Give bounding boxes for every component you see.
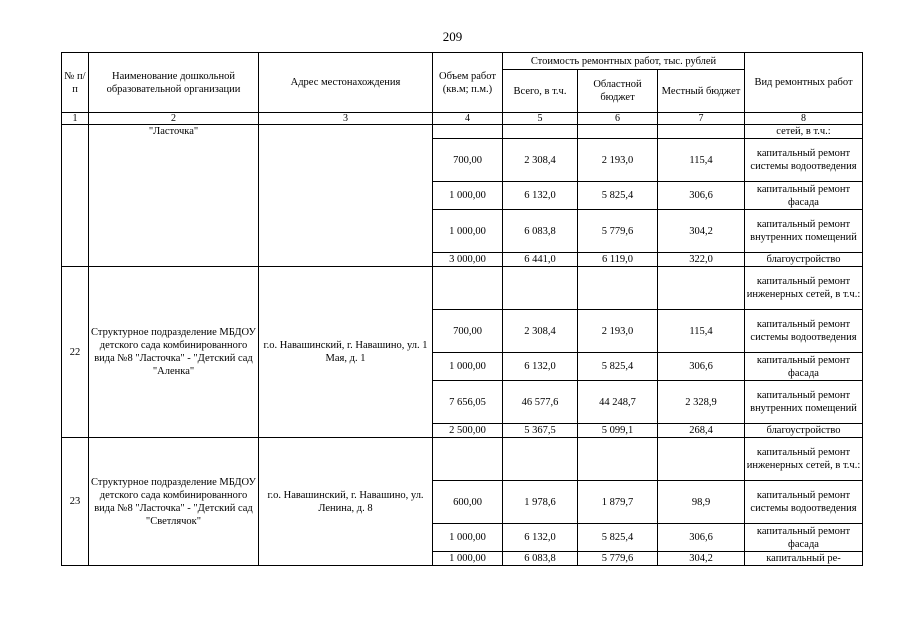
work-kind-cell: капитальный ремонт системы водоотведения — [745, 481, 863, 524]
total-cost-cell: 6 132,0 — [503, 353, 578, 381]
volume-cell: 7 656,05 — [433, 381, 503, 424]
column-number: 2 — [89, 113, 259, 125]
local-budget-cell — [658, 267, 745, 310]
work-kind-cell: сетей, в т.ч.: — [745, 125, 863, 139]
local-budget-cell: 98,9 — [658, 481, 745, 524]
regional-budget-cell: 5 779,6 — [578, 210, 658, 253]
column-number: 1 — [62, 113, 89, 125]
local-budget-cell: 304,2 — [658, 552, 745, 566]
regional-budget-cell: 5 099,1 — [578, 424, 658, 438]
volume-cell: 600,00 — [433, 481, 503, 524]
work-kind-cell: капитальный ремонт инженерных сетей, в т.ч.: — [745, 438, 863, 481]
header-kind: Вид ремонтных работ — [745, 53, 863, 113]
row-number-cell — [62, 125, 89, 267]
total-cost-cell: 5 367,5 — [503, 424, 578, 438]
header-regional: Областной бюджет — [578, 70, 658, 113]
work-kind-cell: капитальный ремонт внутренних помещений — [745, 381, 863, 424]
page-number: 209 — [442, 29, 463, 44]
work-kind-cell: капитальный ре- — [745, 552, 863, 566]
volume-cell — [433, 125, 503, 139]
total-cost-cell — [503, 125, 578, 139]
work-kind-cell: капитальный ремонт инженерных сетей, в т.ч.: — [745, 267, 863, 310]
local-budget-cell: 306,6 — [658, 182, 745, 210]
total-cost-cell: 6 083,8 — [503, 210, 578, 253]
regional-budget-cell: 44 248,7 — [578, 381, 658, 424]
table-row — [62, 267, 863, 310]
header-cost-group: Стоимость ремонтных работ, тыс. рублей — [503, 53, 745, 70]
header-local: Местный бюджет — [658, 70, 745, 113]
local-budget-cell — [658, 438, 745, 481]
organization-name-cell: Структурное подразделение МБДОУ детского сада комбинированного вида №8 "Ласточка" - "Детский сад "Аленка" — [89, 267, 259, 438]
total-cost-cell: 2 308,4 — [503, 139, 578, 182]
regional-budget-cell: 1 879,7 — [578, 481, 658, 524]
work-kind-cell: благоустройство — [745, 424, 863, 438]
regional-budget-cell: 6 119,0 — [578, 253, 658, 267]
work-kind-cell: капитальный ремонт системы водоотведения — [745, 139, 863, 182]
local-budget-cell: 304,2 — [658, 210, 745, 253]
row-number-cell: 22 — [62, 267, 89, 438]
local-budget-cell: 115,4 — [658, 139, 745, 182]
volume-cell: 1 000,00 — [433, 552, 503, 566]
volume-cell — [433, 438, 503, 481]
header-name: Наименование дошкольной образовательной организации — [89, 53, 259, 113]
total-cost-cell: 2 308,4 — [503, 310, 578, 353]
work-kind-cell: капитальный ремонт фасада — [745, 353, 863, 381]
local-budget-cell: 322,0 — [658, 253, 745, 267]
total-cost-cell — [503, 267, 578, 310]
organization-name-cell: "Ласточка" — [89, 125, 259, 267]
total-cost-cell: 6 132,0 — [503, 182, 578, 210]
work-kind-cell: капитальный ремонт фасада — [745, 182, 863, 210]
work-kind-cell: благоустройство — [745, 253, 863, 267]
local-budget-cell: 306,6 — [658, 353, 745, 381]
row-number-cell: 23 — [62, 438, 89, 566]
table-row — [62, 438, 863, 481]
address-cell: г.о. Навашинский, г. Навашино, ул. 1 Мая, д. 1 — [259, 267, 433, 438]
local-budget-cell: 268,4 — [658, 424, 745, 438]
column-number: 4 — [433, 113, 503, 125]
regional-budget-cell: 5 825,4 — [578, 524, 658, 552]
repair-works-table — [61, 52, 863, 566]
volume-cell: 700,00 — [433, 139, 503, 182]
regional-budget-cell: 5 825,4 — [578, 182, 658, 210]
regional-budget-cell — [578, 267, 658, 310]
column-number: 7 — [658, 113, 745, 125]
table-row — [62, 125, 863, 139]
work-kind-cell: капитальный ремонт фасада — [745, 524, 863, 552]
volume-cell: 700,00 — [433, 310, 503, 353]
column-number: 3 — [259, 113, 433, 125]
local-budget-cell: 115,4 — [658, 310, 745, 353]
volume-cell: 1 000,00 — [433, 182, 503, 210]
local-budget-cell — [658, 125, 745, 139]
work-kind-cell: капитальный ремонт системы водоотведения — [745, 310, 863, 353]
regional-budget-cell — [578, 125, 658, 139]
column-number: 8 — [745, 113, 863, 125]
volume-cell: 1 000,00 — [433, 353, 503, 381]
total-cost-cell: 6 132,0 — [503, 524, 578, 552]
work-kind-cell: капитальный ремонт внутренних помещений — [745, 210, 863, 253]
local-budget-cell: 2 328,9 — [658, 381, 745, 424]
total-cost-cell: 1 978,6 — [503, 481, 578, 524]
organization-name-cell: Структурное подразделение МБДОУ детского сада комбинированного вида №8 "Ласточка" - "Детский сад "Светлячок" — [89, 438, 259, 566]
header-address: Адрес местонахождения — [259, 53, 433, 113]
column-number: 5 — [503, 113, 578, 125]
column-number: 6 — [578, 113, 658, 125]
total-cost-cell: 6 441,0 — [503, 253, 578, 267]
volume-cell: 3 000,00 — [433, 253, 503, 267]
volume-cell: 2 500,00 — [433, 424, 503, 438]
regional-budget-cell: 5 825,4 — [578, 353, 658, 381]
address-cell: г.о. Навашинский, г. Навашино, ул. Ленина, д. 8 — [259, 438, 433, 566]
total-cost-cell — [503, 438, 578, 481]
table-body — [62, 125, 863, 566]
header-num: № п/п — [62, 53, 89, 113]
regional-budget-cell — [578, 438, 658, 481]
local-budget-cell: 306,6 — [658, 524, 745, 552]
header-volume: Объем работ (кв.м; п.м.) — [433, 53, 503, 113]
regional-budget-cell: 5 779,6 — [578, 552, 658, 566]
header-total: Всего, в т.ч. — [503, 70, 578, 113]
column-numbers-row — [62, 113, 863, 125]
regional-budget-cell: 2 193,0 — [578, 310, 658, 353]
volume-cell — [433, 267, 503, 310]
regional-budget-cell: 2 193,0 — [578, 139, 658, 182]
total-cost-cell: 46 577,6 — [503, 381, 578, 424]
total-cost-cell: 6 083,8 — [503, 552, 578, 566]
volume-cell: 1 000,00 — [433, 210, 503, 253]
volume-cell: 1 000,00 — [433, 524, 503, 552]
address-cell — [259, 125, 433, 267]
